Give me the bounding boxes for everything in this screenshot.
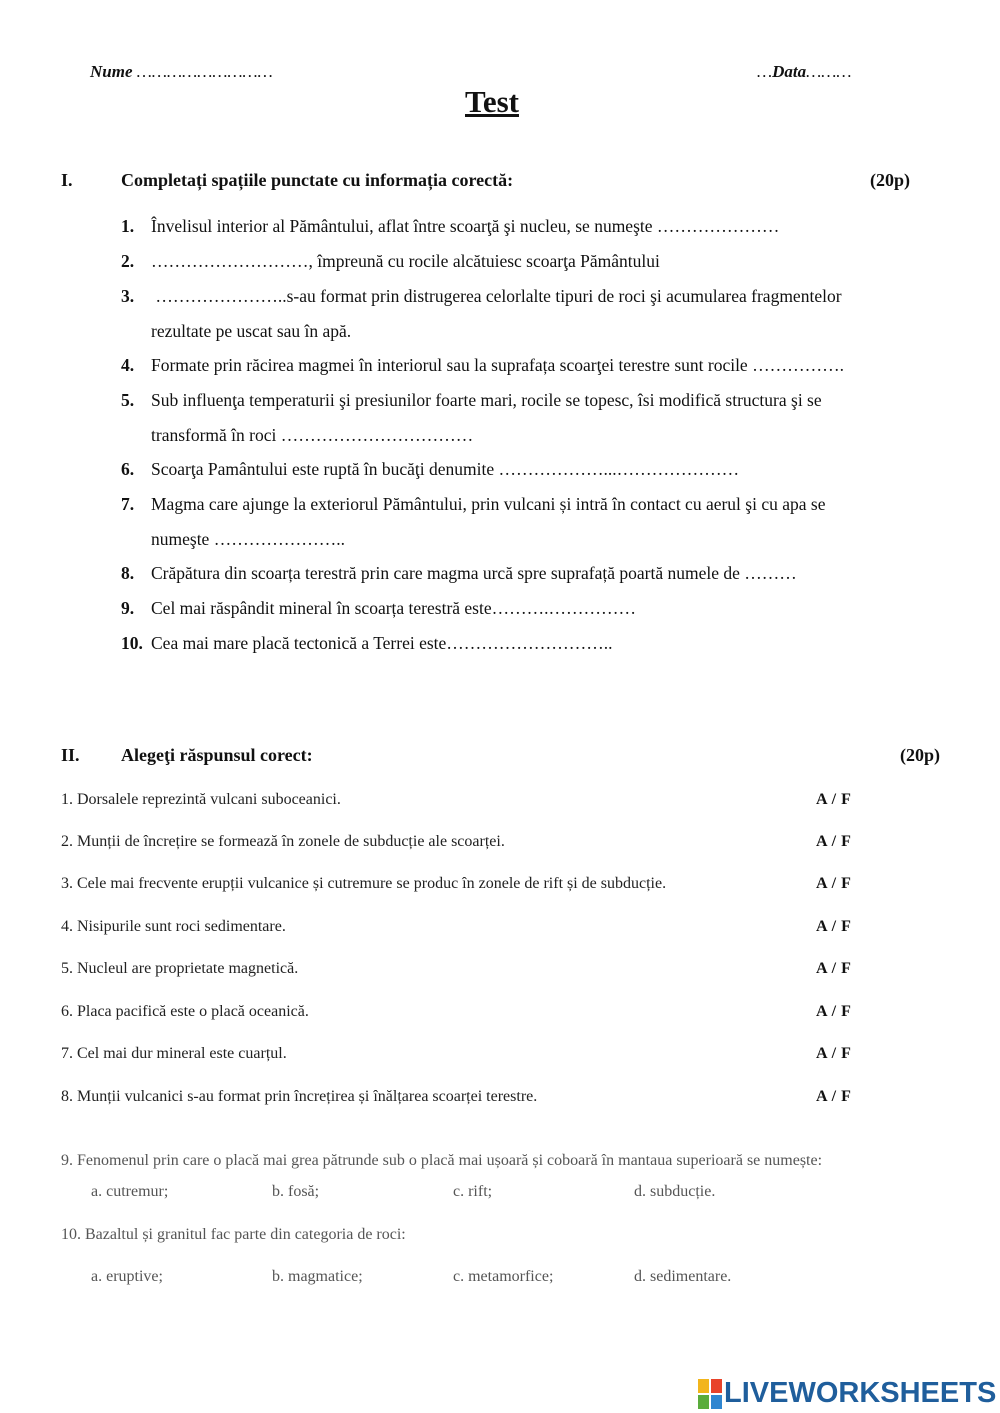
mc-question-9: 9. Fenomenul prin care o placă mai grea pătrunde sub o placă mai ușoară și coboară în mantaua superioară se numește: (61, 1152, 823, 1169)
fill-item-3-continued: rezultate pe uscat sau în apă. (151, 321, 352, 341)
item-number: 7. (121, 494, 135, 514)
fill-item-7-continued: numeşte ………………….. (151, 529, 345, 549)
item-text: Învelisul interior al Pământului, aflat între scoarţă şi nucleu, se numeşte ………………… (151, 216, 780, 236)
name-label: Nume (90, 62, 133, 81)
tf-statement-6: 6. Placa pacifică este o placă oceanică. (61, 1003, 309, 1020)
mc9-option-d[interactable]: d. subducție. (634, 1183, 716, 1200)
item-text: Scoarţa Pamântului este ruptă în bucăţi denumite ………………...………………… (151, 459, 740, 479)
fill-item-8 (121, 556, 797, 591)
mc10-option-c[interactable]: c. metamorfice; (453, 1268, 554, 1285)
mc9-option-a[interactable]: a. cutremur; (91, 1183, 169, 1200)
tf-answer-choice-5[interactable]: A / F (816, 960, 851, 977)
item-number: 4. (121, 355, 135, 375)
name-dots: ……………………… (132, 62, 273, 81)
item-number: 3. (121, 286, 135, 306)
fill-item-9 (121, 591, 636, 626)
fill-item-5 (121, 383, 822, 418)
item-text: Magma care ajunge la exteriorul Pământului, prin vulcani și intră în contact cu aerul şi cu apa se (151, 494, 826, 514)
tf-statement-7: 7. Cel mai dur mineral este cuarțul. (61, 1045, 287, 1062)
tf-statement-4: 4. Nisipurile sunt roci sedimentare. (61, 918, 286, 935)
tf-statement-1: 1. Dorsalele reprezintă vulcani suboceanici. (61, 791, 341, 808)
section1-heading: Completați spațiile punctate cu informația corectă: (121, 170, 514, 190)
fill-item-1 (121, 209, 779, 244)
tf-answer-choice-3[interactable]: A / F (816, 875, 851, 892)
section2-heading: Alegeţi răspunsul corect: (121, 745, 313, 765)
section1-numeral: I. (61, 170, 73, 190)
item-text: Cea mai mare placă tectonică a Terrei este……………………….. (151, 633, 613, 653)
tf-statement-5: 5. Nucleul are proprietate magnetică. (61, 960, 299, 977)
live-logo-icon (698, 1379, 722, 1409)
tf-answer-choice-1[interactable]: A / F (816, 791, 851, 808)
tf-statement-2: 2. Munții de încrețire se formează în zonele de subducție ale scoarței. (61, 833, 505, 850)
mc-question-10: 10. Bazaltul și granitul fac parte din categoria de roci: (61, 1226, 406, 1243)
fill-item-5-continued: transformă în roci …………………………… (151, 425, 474, 445)
fill-item-7 (121, 487, 825, 522)
item-text: Sub influenţa temperaturii şi presiunilor foarte mari, rocile se topesc, îsi modifică structura şi se (151, 390, 822, 410)
mc9-option-b[interactable]: b. fosă; (272, 1183, 320, 1200)
tf-answer-choice-6[interactable]: A / F (816, 1003, 851, 1020)
tf-answer-choice-7[interactable]: A / F (816, 1045, 851, 1062)
mc10-option-d[interactable]: d. sedimentare. (634, 1268, 732, 1285)
item-number: 5. (121, 390, 135, 410)
item-number: 10. (121, 633, 143, 653)
date-prefix: … (757, 62, 773, 81)
logo-wordmark: LIVEWORKSHEETS (724, 1377, 997, 1409)
item-number: 1. (121, 216, 135, 236)
name-field (90, 62, 273, 82)
item-text: Formate prin răcirea magmei în interiorul sau la suprafața scoarţei terestre sunt rocile ……………. (151, 355, 844, 375)
tf-answer-choice-8[interactable]: A / F (816, 1088, 851, 1105)
item-number: 6. (121, 459, 135, 479)
item-text: Cel mai răspândit mineral în scoarța terestră este……….…………… (151, 598, 637, 618)
item-text: ………………………, împreună cu rocile alcătuiesc scoarţa Pământului (151, 251, 660, 271)
fill-item-3 (121, 279, 842, 314)
item-text: Crăpătura din scoarța terestră prin care magma urcă spre suprafață poartă numele de ……… (151, 563, 797, 583)
item-number: 8. (121, 563, 135, 583)
item-number: 9. (121, 598, 135, 618)
date-dots: ……… (806, 62, 852, 81)
page-title: Test (465, 84, 519, 119)
tf-statement-3: 3. Cele mai frecvente erupții vulcanice și cutremure se produc în zonele de rift și de subducție. (61, 875, 667, 892)
mc10-option-a[interactable]: a. eruptive; (91, 1268, 163, 1285)
fill-item-2 (121, 244, 660, 279)
item-text: …………………..s-au format prin distrugerea celorlalte tipuri de roci şi acumularea fragmentelor (151, 286, 842, 306)
date-label: Data (772, 62, 807, 81)
fill-item-10 (121, 626, 613, 661)
tf-statement-8: 8. Munții vulcanici s-au format prin încrețirea și înălțarea scoarței terestre. (61, 1088, 538, 1105)
tf-answer-choice-2[interactable]: A / F (816, 833, 851, 850)
mc10-option-b[interactable]: b. magmatice; (272, 1268, 363, 1285)
date-field (757, 62, 851, 82)
section1-points: (20p) (870, 170, 910, 190)
item-number: 2. (121, 251, 135, 271)
fill-item-6 (121, 452, 739, 487)
liveworksheets-logo (698, 1377, 996, 1410)
tf-answer-choice-4[interactable]: A / F (816, 918, 851, 935)
mc9-option-c[interactable]: c. rift; (453, 1183, 493, 1200)
section2-numeral: II. (61, 745, 80, 765)
fill-item-4 (121, 348, 844, 383)
section2-points: (20p) (900, 745, 940, 765)
